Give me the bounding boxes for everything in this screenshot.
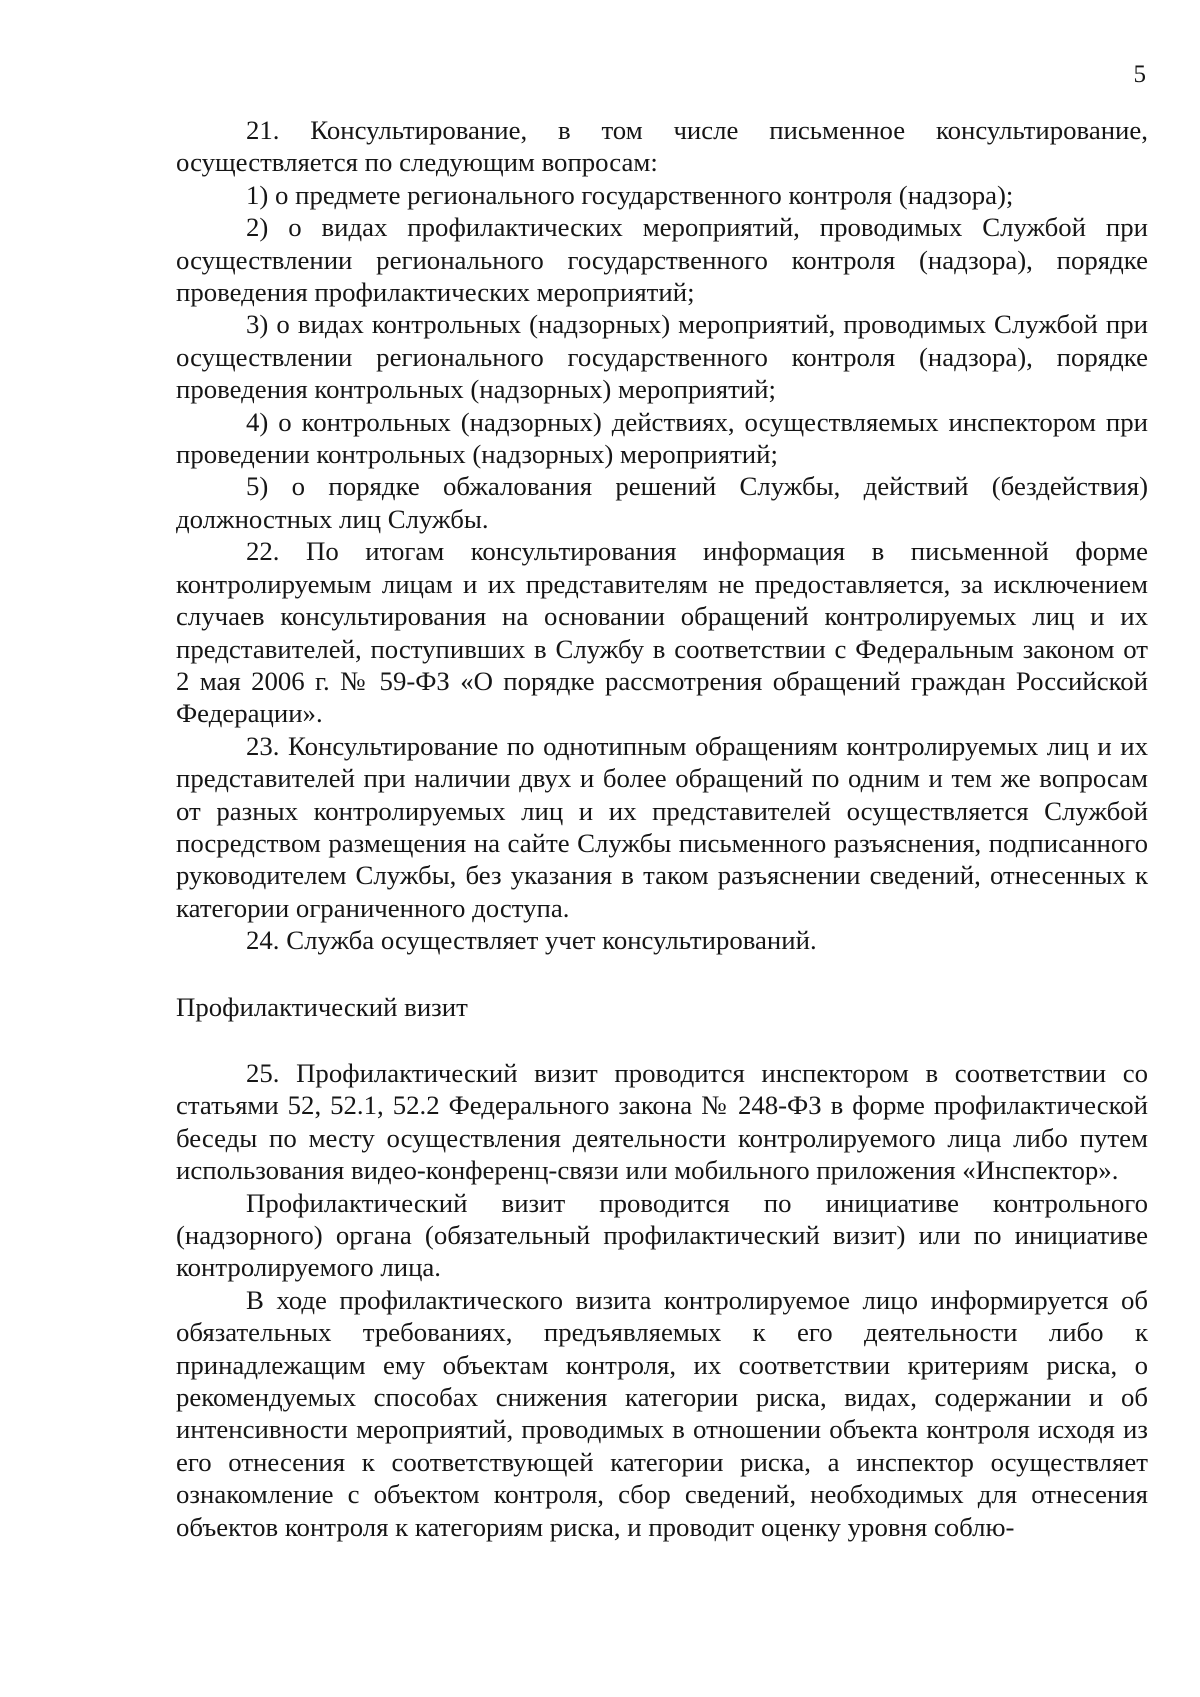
paragraph-22: 22. По итогам консультирования информация в письменной форме контролируемым лицам и их представителям не предоставляется, за исключением случаев консультирования на основании обращений контролируемых лиц и их представителей, поступивших в Службу в соответствии с Федеральным законом от 2 мая 2006 г. № 59-ФЗ «О порядке рассмотрения обращений граждан Российской Федерации». (176, 536, 1148, 729)
list-item-4: 4) о контрольных (надзорных) действиях, осуществляемых инспектором при проведении контрольных (надзорных) мероприятий; (176, 406, 1148, 470)
page-number: 5 (1133, 61, 1146, 88)
paragraph-visit-process: В ходе профилактического визита контролируемое лицо информируется об обязательных требованиях, предъявляемых к его деятельности либо к принадлежащим ему объектам контроля, их соответствии критериям риска, о рекомендуемых способах снижения категории риска, видах, содержании и об интенсивности мероприятий, проводимых в отношении объекта контроля исходя из его отнесения к соответствующей категории риска, а инспектор осуществляет ознакомление с объектом контроля, сбор сведений, необходимых для отнесения объектов контроля к категориям риска, и проводит оценку уровня соблю- (176, 1284, 1148, 1542)
section-heading: Профилактический визит (176, 991, 468, 1022)
list-item-5: 5) о порядке обжалования решений Службы, действий (бездействия) должностных лиц Службы. (176, 471, 1148, 534)
paragraph-23: 23. Консультирование по однотипным обращениям контролируемых лиц и их представителей при наличии двух и более обращений по одним и тем же вопросам от разных контролируемых лиц и их представителей осуществляется Службой посредством размещения на сайте Службы письменного разъяснения, подписанного руководителем Службы, без указания в таком разъяснении сведений, отнесенных к категории ограниченного доступа. (176, 730, 1148, 923)
paragraph-24: 24. Служба осуществляет учет консультирований. (246, 925, 817, 956)
paragraph-21: 21. Консультирование, в том числе письменное консультирование, осуществляется по следующим вопросам: (176, 115, 1148, 178)
paragraph-visit-initiative: Профилактический визит проводится по инициативе контрольного (надзорного) органа (обязательный профилактический визит) или по инициативе контролируемого лица. (176, 1187, 1148, 1283)
list-item-1: 1) о предмете регионального государственного контроля (надзора); (246, 179, 1014, 210)
list-item-3: 3) о видах контрольных (надзорных) мероприятий, проводимых Службой при осуществлении регионального государственного контроля (надзора), порядке проведения контрольных (надзорных) мероприятий; (176, 309, 1148, 405)
paragraph-25: 25. Профилактический визит проводится инспектором в соответствии со статьями 52, 52.1, 52.2 Федерального закона № 248-ФЗ в форме профилактической беседы по месту осуществления деятельности контролируемого лица либо путем использования видео-конференц-связи или мобильного приложения «Инспектор». (176, 1057, 1148, 1186)
document-body (176, 114, 1148, 1543)
list-item-2: 2) о видах профилактических мероприятий, проводимых Службой при осуществлении регионального государственного контроля (надзора), порядке проведения профилактических мероприятий; (176, 212, 1148, 308)
